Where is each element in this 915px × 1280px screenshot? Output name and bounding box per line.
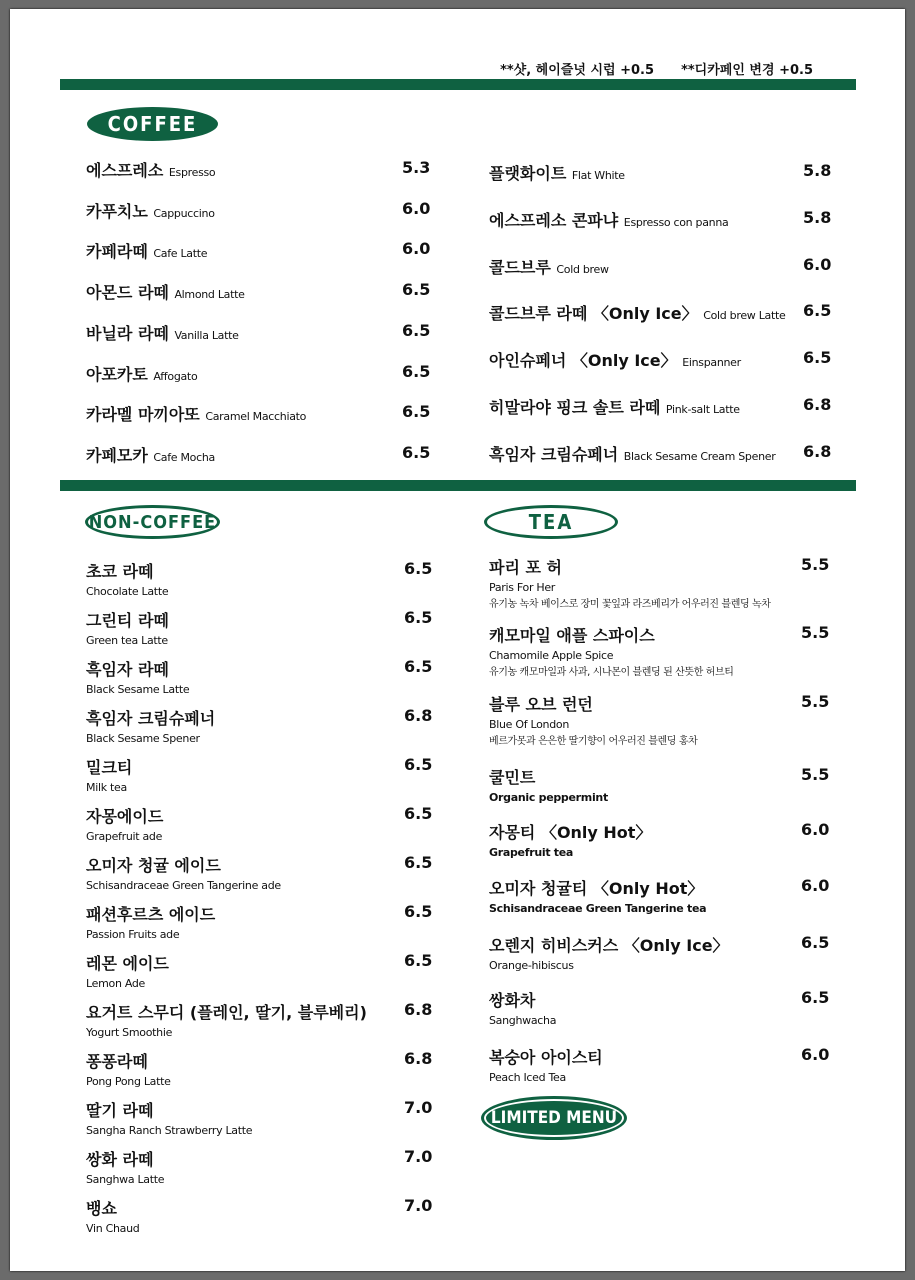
item-name-ko: 플랫화이트: [489, 164, 567, 183]
item-price: 6.8: [803, 395, 832, 414]
item-name: [489, 301, 785, 324]
item-name-en: Paris For Her: [489, 581, 556, 594]
item-name-en: Pong Pong Latte: [86, 1075, 171, 1088]
item-price: 6.5: [402, 442, 431, 462]
item-name-ko: 콜드브루: [489, 257, 551, 277]
item-name-en: Black Sesame Cream Spener: [623, 449, 776, 463]
item-name-ko: 쿨민트: [489, 768, 536, 787]
item-name-ko: 아인슈페너 〈Only Ice〉: [489, 351, 677, 371]
item-name: [86, 280, 245, 303]
item-name-en: Cold brew Latte: [703, 309, 786, 323]
item-name-ko: 흑임자 크림슈페너: [489, 444, 619, 464]
menu-item: [86, 902, 215, 941]
item-price: 5.5: [801, 765, 830, 784]
item-price: 6.0: [803, 254, 832, 274]
item-name-en: Lemon Ade: [86, 977, 145, 990]
item-name-en: Sanghwacha: [489, 1014, 557, 1027]
menu-item: [86, 1049, 171, 1088]
item-name-ko: 밀크티: [86, 758, 133, 777]
item-price: 6.5: [402, 402, 431, 422]
item-price: 5.5: [801, 623, 830, 642]
item-name: [489, 161, 625, 184]
menu-item: [86, 321, 239, 344]
menu-item: [86, 1196, 139, 1235]
item-price: 6.5: [404, 902, 433, 921]
item-price: 7.0: [404, 1098, 433, 1117]
menu-item: [86, 657, 189, 696]
item-name-en: Grapefruit ade: [86, 830, 163, 843]
menu-item: [86, 402, 306, 425]
item-name-en: Schisandraceae Green Tangerine tea: [489, 902, 707, 915]
item-name-ko: 카페모카: [86, 445, 148, 465]
item-price: 7.0: [404, 1196, 433, 1215]
item-name-en: Einspanner: [682, 356, 741, 370]
menu-item: [489, 1045, 603, 1084]
item-price: 5.8: [803, 207, 832, 227]
item-name-ko: 레몬 에이드: [86, 954, 169, 973]
menu-item: [86, 1147, 164, 1186]
item-name-en: Chamomile Apple Spice: [489, 649, 614, 662]
menu-item: [489, 301, 785, 324]
item-price: 6.5: [404, 853, 433, 872]
item-price: 6.5: [803, 301, 832, 321]
item-price: 6.5: [404, 608, 433, 627]
item-price: 5.3: [402, 158, 431, 177]
menu-item: [489, 348, 741, 371]
menu-item: [489, 765, 608, 804]
menu-item: [86, 280, 245, 303]
item-name: [489, 442, 775, 465]
item-name-en: Green tea Latte: [86, 634, 168, 647]
item-price: 5.5: [801, 692, 830, 711]
item-name-en: Espresso: [168, 166, 216, 179]
extra-options-note: [500, 59, 813, 78]
item-price: 5.8: [803, 161, 832, 180]
item-price: 6.5: [404, 755, 433, 774]
item-price: 6.5: [404, 559, 433, 578]
item-name: [489, 208, 728, 231]
item-name-ko: 에스프레소 콘파냐: [489, 210, 619, 230]
item-price: 6.8: [404, 706, 433, 725]
item-name-ko: 쌍화 라떼: [86, 1150, 154, 1169]
item-price: 5.5: [801, 555, 830, 574]
item-name-ko: 히말라야 핑크 솔트 라떼: [489, 398, 661, 417]
item-name-en: Milk tea: [86, 781, 127, 794]
item-name-ko: 쌍화차: [489, 991, 536, 1010]
item-name: [86, 199, 215, 222]
coffee-section-badge: COFFEE: [87, 107, 218, 141]
item-description: 유기농 캐모마일과 사과, 시나몬이 블렌딩 된 산뜻한 허브티: [489, 667, 734, 678]
item-price: 6.8: [404, 1049, 433, 1068]
menu-item: [489, 692, 697, 747]
menu-item: [86, 1000, 367, 1039]
item-name-ko: 패션후르츠 에이드: [86, 905, 216, 924]
item-name-en: Passion Fruits ade: [86, 928, 180, 941]
item-name-en: Schisandraceae Green Tangerine ade: [86, 879, 281, 892]
menu-item: [86, 706, 215, 745]
item-name-en: Affogato: [153, 369, 198, 383]
item-name: [489, 395, 740, 418]
item-name-ko: 아포카토: [86, 364, 148, 384]
menu-item: [489, 161, 625, 184]
item-name-en: Cold brew: [556, 262, 609, 276]
item-name-en: Pink-salt Latte: [665, 403, 740, 416]
item-name: [86, 362, 197, 385]
item-name-en: Organic peppermint: [489, 791, 608, 804]
item-price: 6.5: [402, 320, 431, 340]
item-price: 6.0: [801, 820, 830, 839]
item-name-en: Chocolate Latte: [86, 585, 169, 598]
item-price: 6.5: [404, 804, 433, 823]
item-name: [86, 402, 306, 425]
menu-item: [489, 255, 609, 278]
item-name-ko: 오미자 청귤티 〈Only Hot〉: [489, 879, 704, 898]
item-price: 6.5: [801, 988, 830, 1007]
item-name-ko: 퐁퐁라떼: [86, 1052, 148, 1071]
item-name: [489, 348, 741, 371]
item-name-ko: 흑임자 라떼: [86, 660, 169, 679]
menu-item: [86, 951, 169, 990]
item-name-en: Black Sesame Spener: [86, 732, 200, 745]
item-name-en: Orange-hibiscus: [489, 959, 574, 972]
item-name-ko: 에스프레소: [86, 161, 164, 180]
menu-item: [86, 755, 132, 794]
menu-item: [489, 442, 775, 465]
item-name-ko: 캐모마일 애플 스파이스: [489, 626, 655, 645]
decaf-note: **디카페인 변경 +0.5: [681, 63, 813, 78]
menu-item: [86, 443, 215, 466]
tea-section-badge: TEA: [484, 505, 618, 539]
item-price: 6.5: [404, 951, 433, 970]
middle-divider: [60, 480, 856, 491]
item-name-en: Vanilla Latte: [174, 328, 239, 342]
menu-item: [489, 988, 556, 1027]
item-name-en: Blue Of London: [489, 718, 569, 731]
menu-item: [489, 623, 733, 678]
menu-item: [86, 1098, 252, 1137]
item-name-ko: 복숭아 아이스티: [489, 1048, 603, 1067]
item-price: 7.0: [404, 1147, 433, 1166]
limited-menu-badge: LIMITED MENU: [483, 1098, 625, 1138]
item-name: [86, 239, 207, 262]
item-name-en: Peach Iced Tea: [489, 1071, 566, 1084]
menu-item: [86, 608, 169, 647]
item-description: 유기농 녹차 베이스로 장미 꽃잎과 라즈베리가 어우러진 블렌딩 녹차: [489, 599, 771, 610]
item-name-en: Espresso con panna: [623, 215, 729, 229]
item-name-ko: 뱅쇼: [86, 1199, 117, 1218]
item-price: 6.5: [803, 348, 832, 368]
item-name-ko: 파리 포 허: [489, 558, 562, 577]
item-name: [86, 158, 215, 181]
item-price: 6.0: [801, 876, 830, 895]
item-name: [86, 443, 215, 466]
item-name-ko: 흑임자 크림슈페너: [86, 709, 216, 728]
menu-item: [86, 199, 215, 222]
item-name-en: Black Sesame Latte: [86, 683, 190, 696]
item-name-en: Cafe Latte: [153, 247, 208, 261]
item-name-ko: 카푸치노: [86, 201, 148, 221]
item-price: 6.0: [801, 1045, 830, 1064]
item-name-ko: 오렌지 히비스커스 〈Only Ice〉: [489, 936, 729, 955]
shot-note: **샷, 헤이즐넛 시럽 +0.5: [500, 63, 655, 78]
item-price: 6.0: [402, 239, 431, 259]
item-name-en: Cafe Mocha: [153, 450, 215, 464]
menu-item: [86, 362, 197, 385]
menu-item: [489, 555, 771, 610]
menu-item: [489, 820, 651, 859]
item-price: 6.5: [402, 280, 431, 300]
item-name-ko: 딸기 라떼: [86, 1101, 154, 1120]
item-price: 6.8: [803, 441, 832, 461]
menu-item: [86, 559, 168, 598]
item-price: 6.8: [404, 1000, 433, 1019]
menu-item: [489, 933, 729, 972]
top-divider: [60, 79, 856, 90]
item-name-ko: 카라멜 마끼아또: [86, 405, 200, 425]
item-name-ko: 블루 오브 런던: [489, 695, 593, 714]
item-name-ko: 오미자 청귤 에이드: [86, 856, 221, 875]
item-name-en: Grapefruit tea: [489, 846, 574, 859]
item-name-en: Flat White: [571, 169, 625, 182]
menu-item: [86, 853, 281, 892]
menu-item: [489, 208, 728, 231]
item-description: 베르가못과 은은한 딸기향이 어우러진 블렌딩 홍차: [489, 736, 698, 747]
item-name-ko: 카페라떼: [86, 242, 148, 262]
item-price: 6.5: [404, 657, 433, 676]
menu-item: [86, 158, 215, 181]
item-name-ko: 요거트 스무디 (플레인, 딸기, 블루베리): [86, 1003, 367, 1022]
item-name-ko: 아몬드 라떼: [86, 283, 169, 303]
item-name-en: Yogurt Smoothie: [86, 1026, 173, 1039]
menu-item: [86, 804, 163, 843]
item-name-en: Caramel Macchiato: [205, 410, 307, 424]
item-name-en: Almond Latte: [174, 288, 245, 302]
item-price: 6.5: [402, 361, 431, 381]
item-price: 6.0: [402, 198, 431, 218]
item-name: [86, 321, 239, 344]
item-name-ko: 바닐라 라떼: [86, 323, 169, 343]
item-name-en: Sanghwa Latte: [86, 1173, 165, 1186]
menu-item: [489, 876, 706, 915]
item-name-en: Vin Chaud: [86, 1222, 140, 1235]
item-name-ko: 자몽에이드: [86, 807, 164, 826]
item-name-ko: 초코 라떼: [86, 562, 154, 581]
item-name-ko: 자몽티 〈Only Hot〉: [489, 823, 652, 842]
item-price: 6.5: [801, 933, 830, 952]
item-name: [489, 255, 609, 278]
item-name-ko: 콜드브루 라떼 〈Only Ice〉: [489, 304, 698, 324]
item-name-en: Sangha Ranch Strawberry Latte: [86, 1124, 253, 1137]
menu-item: [86, 239, 207, 262]
noncoffee-section-badge: NON-COFFEE: [85, 505, 220, 539]
menu-item: [489, 395, 740, 418]
item-name-en: Cappuccino: [153, 206, 215, 220]
item-name-ko: 그린티 라떼: [86, 611, 169, 630]
